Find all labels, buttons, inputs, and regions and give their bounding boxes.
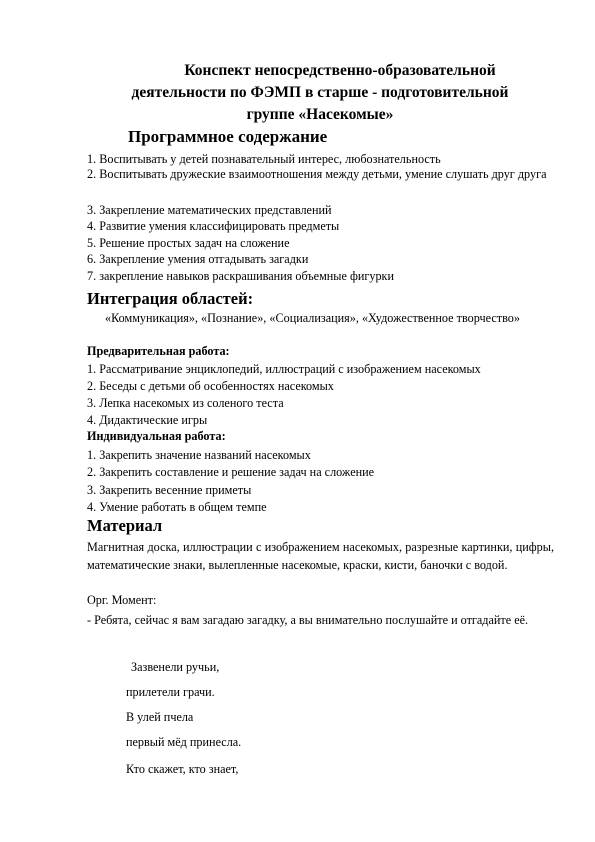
program-heading: Программное содержание [128, 127, 328, 146]
document-title [80, 60, 560, 126]
title-line-2: деятельности по ФЭМП в старше - подготовительной [131, 84, 509, 101]
moment-label: Орг. Момент: [87, 593, 157, 607]
program-item: 4. Развитие умения классифицировать предметы [87, 219, 340, 233]
material-heading: Материал [87, 516, 163, 535]
poem-line: первый мёд принесла. [126, 735, 242, 749]
individual-item: 3. Закрепить весенние приметы [87, 483, 252, 497]
program-item: 5. Решение простых задач на сложение [87, 236, 290, 250]
poem-line: Кто скажет, кто знает, [126, 762, 239, 776]
preliminary-item: 3. Лепка насекомых из соленого теста [87, 396, 284, 410]
program-item: 7. закрепление навыков раскрашивания объемные фигурки [87, 269, 394, 283]
individual-heading: Индивидуальная работа: [87, 429, 226, 443]
preliminary-item: 1. Рассматривание энциклопедий, иллюстраций с изображением насекомых [87, 362, 481, 376]
integration-text: «Коммуникация», «Познание», «Социализация», «Художественное творчество» [105, 311, 520, 325]
title-line-3: группе «Насекомые» [246, 106, 394, 123]
title-line-1: Конспект непосредственно-образовательной [184, 62, 496, 79]
program-item: 3. Закрепление математических представлений [87, 203, 332, 217]
program-item: 2. Воспитывать дружеские взаимоотношения между детьми, умение слушать друг друга [87, 167, 547, 181]
program-item: 1. Воспитывать у детей познавательный интерес, любознательность [87, 152, 441, 166]
individual-item: 4. Умение работать в общем темпе [87, 500, 267, 514]
preliminary-item: 4. Дидактические игры [87, 413, 208, 427]
poem-line: прилетели грачи. [126, 685, 215, 699]
material-text: Магнитная доска, иллюстрации с изображением насекомых, разрезные картинки, цифры, математические знаки, вылепленные насекомые, краски, кисти, баночки с водой. [87, 540, 554, 572]
moment-speech: - Ребята, сейчас я вам загадаю загадку, а вы внимательно послушайте и отгадайте её. [87, 613, 529, 627]
integration-heading: Интеграция областей: [87, 289, 254, 308]
poem-line: В улей пчела [126, 710, 194, 724]
individual-item: 2. Закрепить составление и решение задач на сложение [87, 465, 375, 479]
individual-item: 1. Закрепить значение названий насекомых [87, 448, 311, 462]
preliminary-item: 2. Беседы с детьми об особенностях насекомых [87, 379, 334, 393]
preliminary-heading: Предварительная работа: [87, 344, 230, 358]
poem-line: Зазвенели ручьи, [131, 660, 220, 674]
program-item: 6. Закрепление умения отгадывать загадки [87, 252, 309, 266]
